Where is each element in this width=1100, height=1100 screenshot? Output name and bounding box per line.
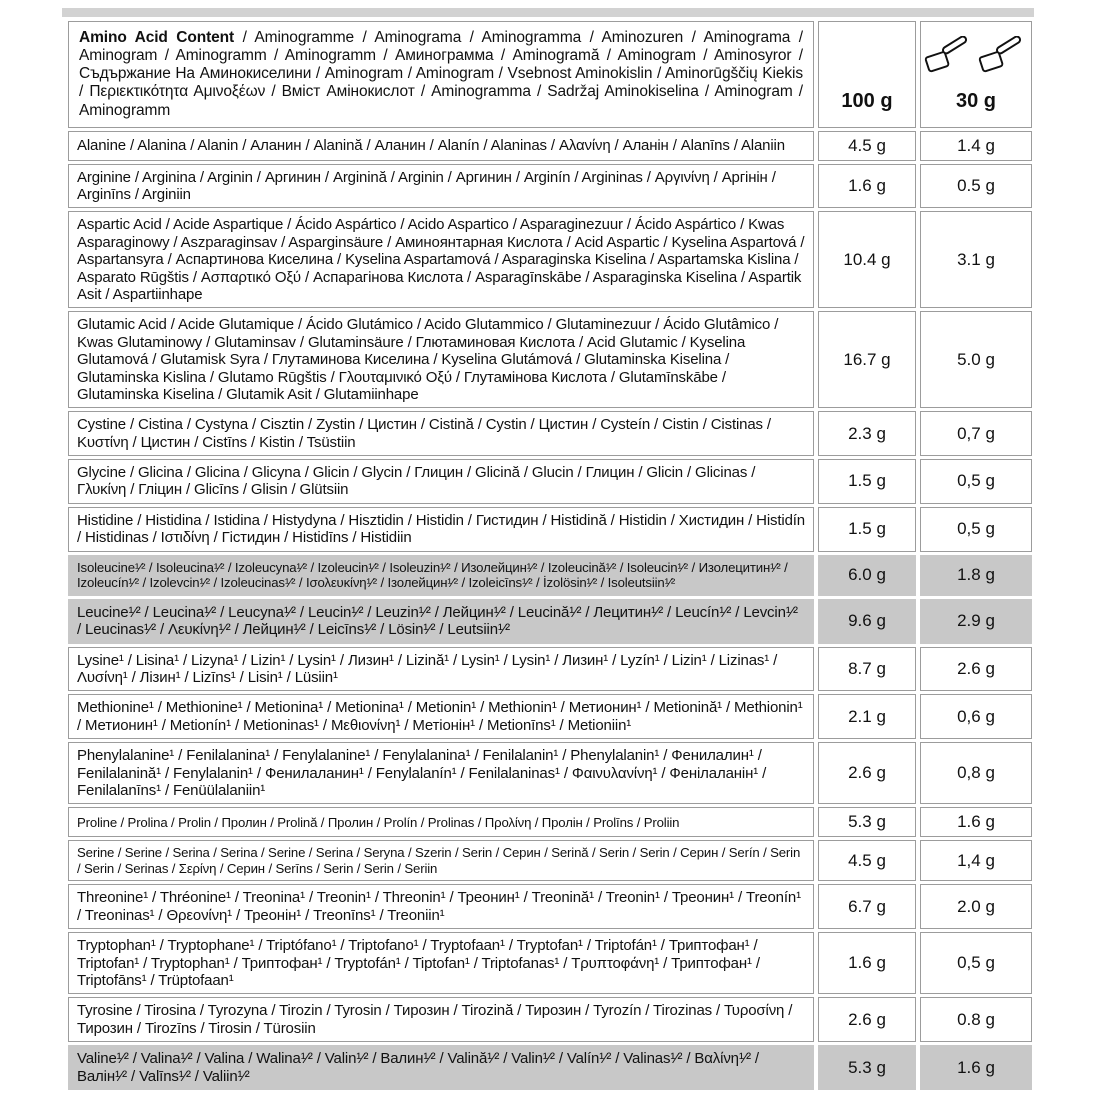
table-row (68, 555, 1032, 596)
scoop-icons (922, 36, 1030, 76)
value-per-30g: 1.6 g (920, 1045, 1032, 1090)
value-per-100g: 5.3 g (818, 1045, 916, 1090)
value-per-100g: 10.4 g (818, 211, 916, 308)
table-header-row (68, 21, 1032, 128)
value-per-100g: 1.6 g (818, 164, 916, 209)
table-title (68, 21, 814, 128)
value-per-30g: 0,5 g (920, 507, 1032, 552)
amino-acid-name: Tryptophan¹ / Tryptophane¹ / Triptófano¹ / Triptofano¹ / Tryptofaan¹ / Tryptofan¹ / Triptofán¹ / Триптофан¹ / Triptofan¹ / Tryptophan¹ / Триптофан¹ / Tryptofán¹ / Tiptofan¹ / Triptofanas¹ / Τρυπτοφάνη¹ / Триптофан¹ / Triptofāns¹ / Trüptofaan¹ (68, 932, 814, 994)
table-row (68, 932, 1032, 994)
column-header-100g (818, 21, 916, 128)
table-row (68, 1045, 1032, 1090)
value-per-100g: 2.1 g (818, 694, 916, 739)
value-per-30g: 0.8 g (920, 997, 1032, 1042)
value-per-30g: 1.6 g (920, 807, 1032, 837)
amino-acid-name: Threonine¹ / Thréonine¹ / Treonina¹ / Treonin¹ / Threonin¹ / Треонин¹ / Treonină¹ / Treonin¹ / Треонин¹ / Treonín¹ / Treoninas¹ / Θρεονίνη¹ / Треонін¹ / Treonīns¹ / Treoniin¹ (68, 884, 814, 929)
amino-acid-name: Tyrosine / Tirosina / Tyrozyna / Tirozin / Tyrosin / Тирозин / Tirozină / Тирозин / Tyrozín / Tirozinas / Τυροσίνη / Тирозин / Tirozīns / Tirosin / Türosiin (68, 997, 814, 1042)
value-per-30g: 1,4 g (920, 840, 1032, 881)
table-title-translations: / Aminogramme / Aminograma / Aminogramma / Aminozuren / Aminograma / Aminogram / Aminogramm / Aminogramm / Аминограмма / Aminogramă / Aminogram / Aminosyror / Съдържание На Аминокиселини / Aminogram / Aminogram / Vsebnost Aminokislin / Aminorūgščių Kiekis / Περιεκτικότητα Αμινοξέων / Вміст Амінокислот / Aminogramma / Sadržaj Aminokiselina / Aminogram / Aminogramm (79, 29, 803, 119)
amino-acid-name: Serine / Serine / Serina / Serina / Serine / Serina / Seryna / Szerin / Serin / Серин / Serină / Serin / Serin / Серин / Serín / Serin / Serin / Serinas / Σερίνη / Серин / Serīns / Serin / Serin / Seriin (68, 840, 814, 881)
table-row (68, 599, 1032, 644)
amino-acid-name: Leucine¹⁄² / Leucina¹⁄² / Leucyna¹⁄² / Leucin¹⁄² / Leuzin¹⁄² / Лейцин¹⁄² / Leucină¹⁄² / Лецитин¹⁄² / Leucín¹⁄² / Levcin¹⁄² / Leucinas¹⁄² / Λευκίνη¹⁄² / Лейцин¹⁄² / Leicīns¹⁄² / Lösin¹⁄² / Leutsiin¹⁄² (68, 599, 814, 644)
amino-acid-name: Aspartic Acid / Acide Aspartique / Ácido Aspártico / Acido Aspartico / Asparaginezuur / Ácido Aspártico / Kwas Asparaginowy / Aszparaginsav / Asparginsäure / Аминоянтарная Кислота / Acid Aspartic / Kyselina Aspartová / Aspartansyra / Аспартинова Киселина / Kyselina Aspartamová / Asparaginska Kiselina / Aspartamska Kislina / Asparato Rūgštis / Ασπαρτικό Οξύ / Аспарагінова Кислота / Asparagīnskābe / Asparaginska Kiselina / Aspartik Asit / Aspartiinhape (68, 211, 814, 308)
value-per-30g: 0,6 g (920, 694, 1032, 739)
table-row (68, 807, 1032, 837)
table-row (68, 459, 1032, 504)
table-row (68, 211, 1032, 308)
value-per-100g: 1.6 g (818, 932, 916, 994)
amino-acid-name: Lysine¹ / Lisina¹ / Lizyna¹ / Lizin¹ / Lysin¹ / Лизин¹ / Lizină¹ / Lysin¹ / Lysin¹ / Лизин¹ / Lyzín¹ / Lizin¹ / Lizinas¹ / Λυσίνη¹ / Лізин¹ / Lizīns¹ / Lisin¹ / Lüsiin¹ (68, 647, 814, 692)
amino-acid-name: Alanine / Alanina / Alanin / Аланин / Alanină / Аланин / Alanín / Alaninas / Αλανίνη / Аланін / Alanīns / Alaniin (68, 131, 814, 161)
value-per-30g: 0,7 g (920, 411, 1032, 456)
table-row (68, 884, 1032, 929)
amino-acid-name: Isoleucine¹⁄² / Isoleucina¹⁄² / Izoleucyna¹⁄² / Izoleucin¹⁄² / Isoleuzin¹⁄² / Изолейцин¹⁄² / Izoleucină¹⁄² / Isoleucin¹⁄² / Изолецитин¹⁄² / Izoleucín¹⁄² / Izolevcin¹⁄² / Izoleucinas¹⁄² / Ισολευκίνη¹⁄² / Ізолейцин¹⁄² / Izoleicīns¹⁄² / İzolösin¹⁄² / Isoleutsiin¹⁄² (68, 555, 814, 596)
amino-acid-name: Phenylalanine¹ / Fenilalanina¹ / Fenylalanine¹ / Fenylalanina¹ / Fenilalanin¹ / Phenylalanin¹ / Фенилалин¹ / Fenilalanină¹ / Fenylalanin¹ / Фенилаланин¹ / Fenylalanín¹ / Fenilalaninas¹ / Φαινυλανίνη¹ / Фенілаланін¹ / Fenilalanīns¹ / Fenüülalaniin¹ (68, 742, 814, 804)
amino-acid-name: Valine¹⁄² / Valina¹⁄² / Valina / Walina¹⁄² / Valin¹⁄² / Валин¹⁄² / Valină¹⁄² / Valin¹⁄² / Valín¹⁄² / Valinas¹⁄² / Βαλίνη¹⁄² / Валін¹⁄² / Valīns¹⁄² / Valiin¹⁄² (68, 1045, 814, 1090)
table-row (68, 311, 1032, 408)
value-per-100g: 2.6 g (818, 997, 916, 1042)
table-title-main: Amino Acid Content (79, 29, 235, 46)
table-row (68, 411, 1032, 456)
value-per-100g: 8.7 g (818, 647, 916, 692)
value-per-30g: 0,5 g (920, 459, 1032, 504)
value-per-100g: 1.5 g (818, 507, 916, 552)
value-per-30g: 2.6 g (920, 647, 1032, 692)
table-row (68, 507, 1032, 552)
value-per-30g: 2.0 g (920, 884, 1032, 929)
amino-acid-name: Cystine / Cistina / Cystyna / Cisztin / Zystin / Цистин / Cistină / Cystin / Цистин / Cysteín / Cistin / Cistinas / Κυστίνη / Цистин / Cistīns / Kistin / Tsüstiin (68, 411, 814, 456)
value-per-30g: 3.1 g (920, 211, 1032, 308)
value-per-30g: 1.8 g (920, 555, 1032, 596)
scoop-icon (977, 36, 1029, 76)
table-row (68, 840, 1032, 881)
value-per-30g: 0,8 g (920, 742, 1032, 804)
value-per-30g: 0,5 g (920, 932, 1032, 994)
value-per-100g: 4.5 g (818, 131, 916, 161)
table-row (68, 164, 1032, 209)
value-per-30g: 2.9 g (920, 599, 1032, 644)
table-row (68, 647, 1032, 692)
value-per-100g: 4.5 g (818, 840, 916, 881)
table-row (68, 131, 1032, 161)
value-per-100g: 2.3 g (818, 411, 916, 456)
value-per-100g: 16.7 g (818, 311, 916, 408)
table-row (68, 694, 1032, 739)
amino-acid-name: Proline / Prolina / Prolin / Пролин / Prolină / Пролин / Prolín / Prolinas / Προλίνη / Пролін / Prolīns / Proliin (68, 807, 814, 837)
value-per-100g: 1.5 g (818, 459, 916, 504)
amino-acid-name: Methionine¹ / Methionine¹ / Metionina¹ / Metionina¹ / Metionin¹ / Methionin¹ / Метионин¹ / Metionină¹ / Methionin¹ / Метионин¹ / Metionín¹ / Metioninas¹ / Μεθιονίνη¹ / Метіонін¹ / Metionīns¹ / Metioniin¹ (68, 694, 814, 739)
value-per-100g: 9.6 g (818, 599, 916, 644)
value-per-100g: 5.3 g (818, 807, 916, 837)
scoop-icon (923, 36, 975, 76)
value-per-30g: 0.5 g (920, 164, 1032, 209)
scan-edge-artifact (62, 8, 1034, 17)
value-per-100g: 2.6 g (818, 742, 916, 804)
value-per-100g: 6.0 g (818, 555, 916, 596)
column-header-30g-label: 30 g (955, 89, 997, 112)
amino-acid-name: Glutamic Acid / Acide Glutamique / Ácido Glutámico / Acido Glutammico / Glutaminezuur / Ácido Glutâmico / Kwas Glutaminowy / Glutaminsav / Glutaminsäure / Глютаминовая Кислота / Acid Glutamic / Kyselina Glutamová / Glutamisk Syra / Глутаминова Киселина / Kyselina Glutámová / Glutaminska Kiselina / Glutaminska Kislina / Glutamo Rūgštis / Γλουταμινικό Οξύ / Глутамінова Кислота / Glutamīnskābe / Glutaminska Kiselina / Glutamik Asit / Glutamiinhape (68, 311, 814, 408)
table-row (68, 997, 1032, 1042)
amino-acid-content-table (64, 18, 1036, 1093)
amino-acid-name: Glycine / Glicina / Glicina / Glicyna / Glicin / Glycin / Глицин / Glicină / Glucin / Глицин / Glicin / Glicinas / Γλυκίνη / Гліцин / Glicīns / Glisin / Glütsiin (68, 459, 814, 504)
amino-acid-name: Histidine / Histidina / Istidina / Histydyna / Hisztidin / Histidin / Гистидин / Histidină / Histidin / Хистидин / Histidín / Histidinas / Ιστιδίνη / Гістидин / Histidīns / Histidiin (68, 507, 814, 552)
table-row (68, 742, 1032, 804)
column-header-100g-label: 100 g (841, 89, 893, 112)
amino-acid-name: Arginine / Arginina / Arginin / Аргинин / Arginină / Arginin / Аргинин / Arginín / Argininas / Αργινίνη / Аргінін / Arginīns / Arginiin (68, 164, 814, 209)
column-header-30g (920, 21, 1032, 128)
value-per-30g: 5.0 g (920, 311, 1032, 408)
value-per-100g: 6.7 g (818, 884, 916, 929)
value-per-30g: 1.4 g (920, 131, 1032, 161)
